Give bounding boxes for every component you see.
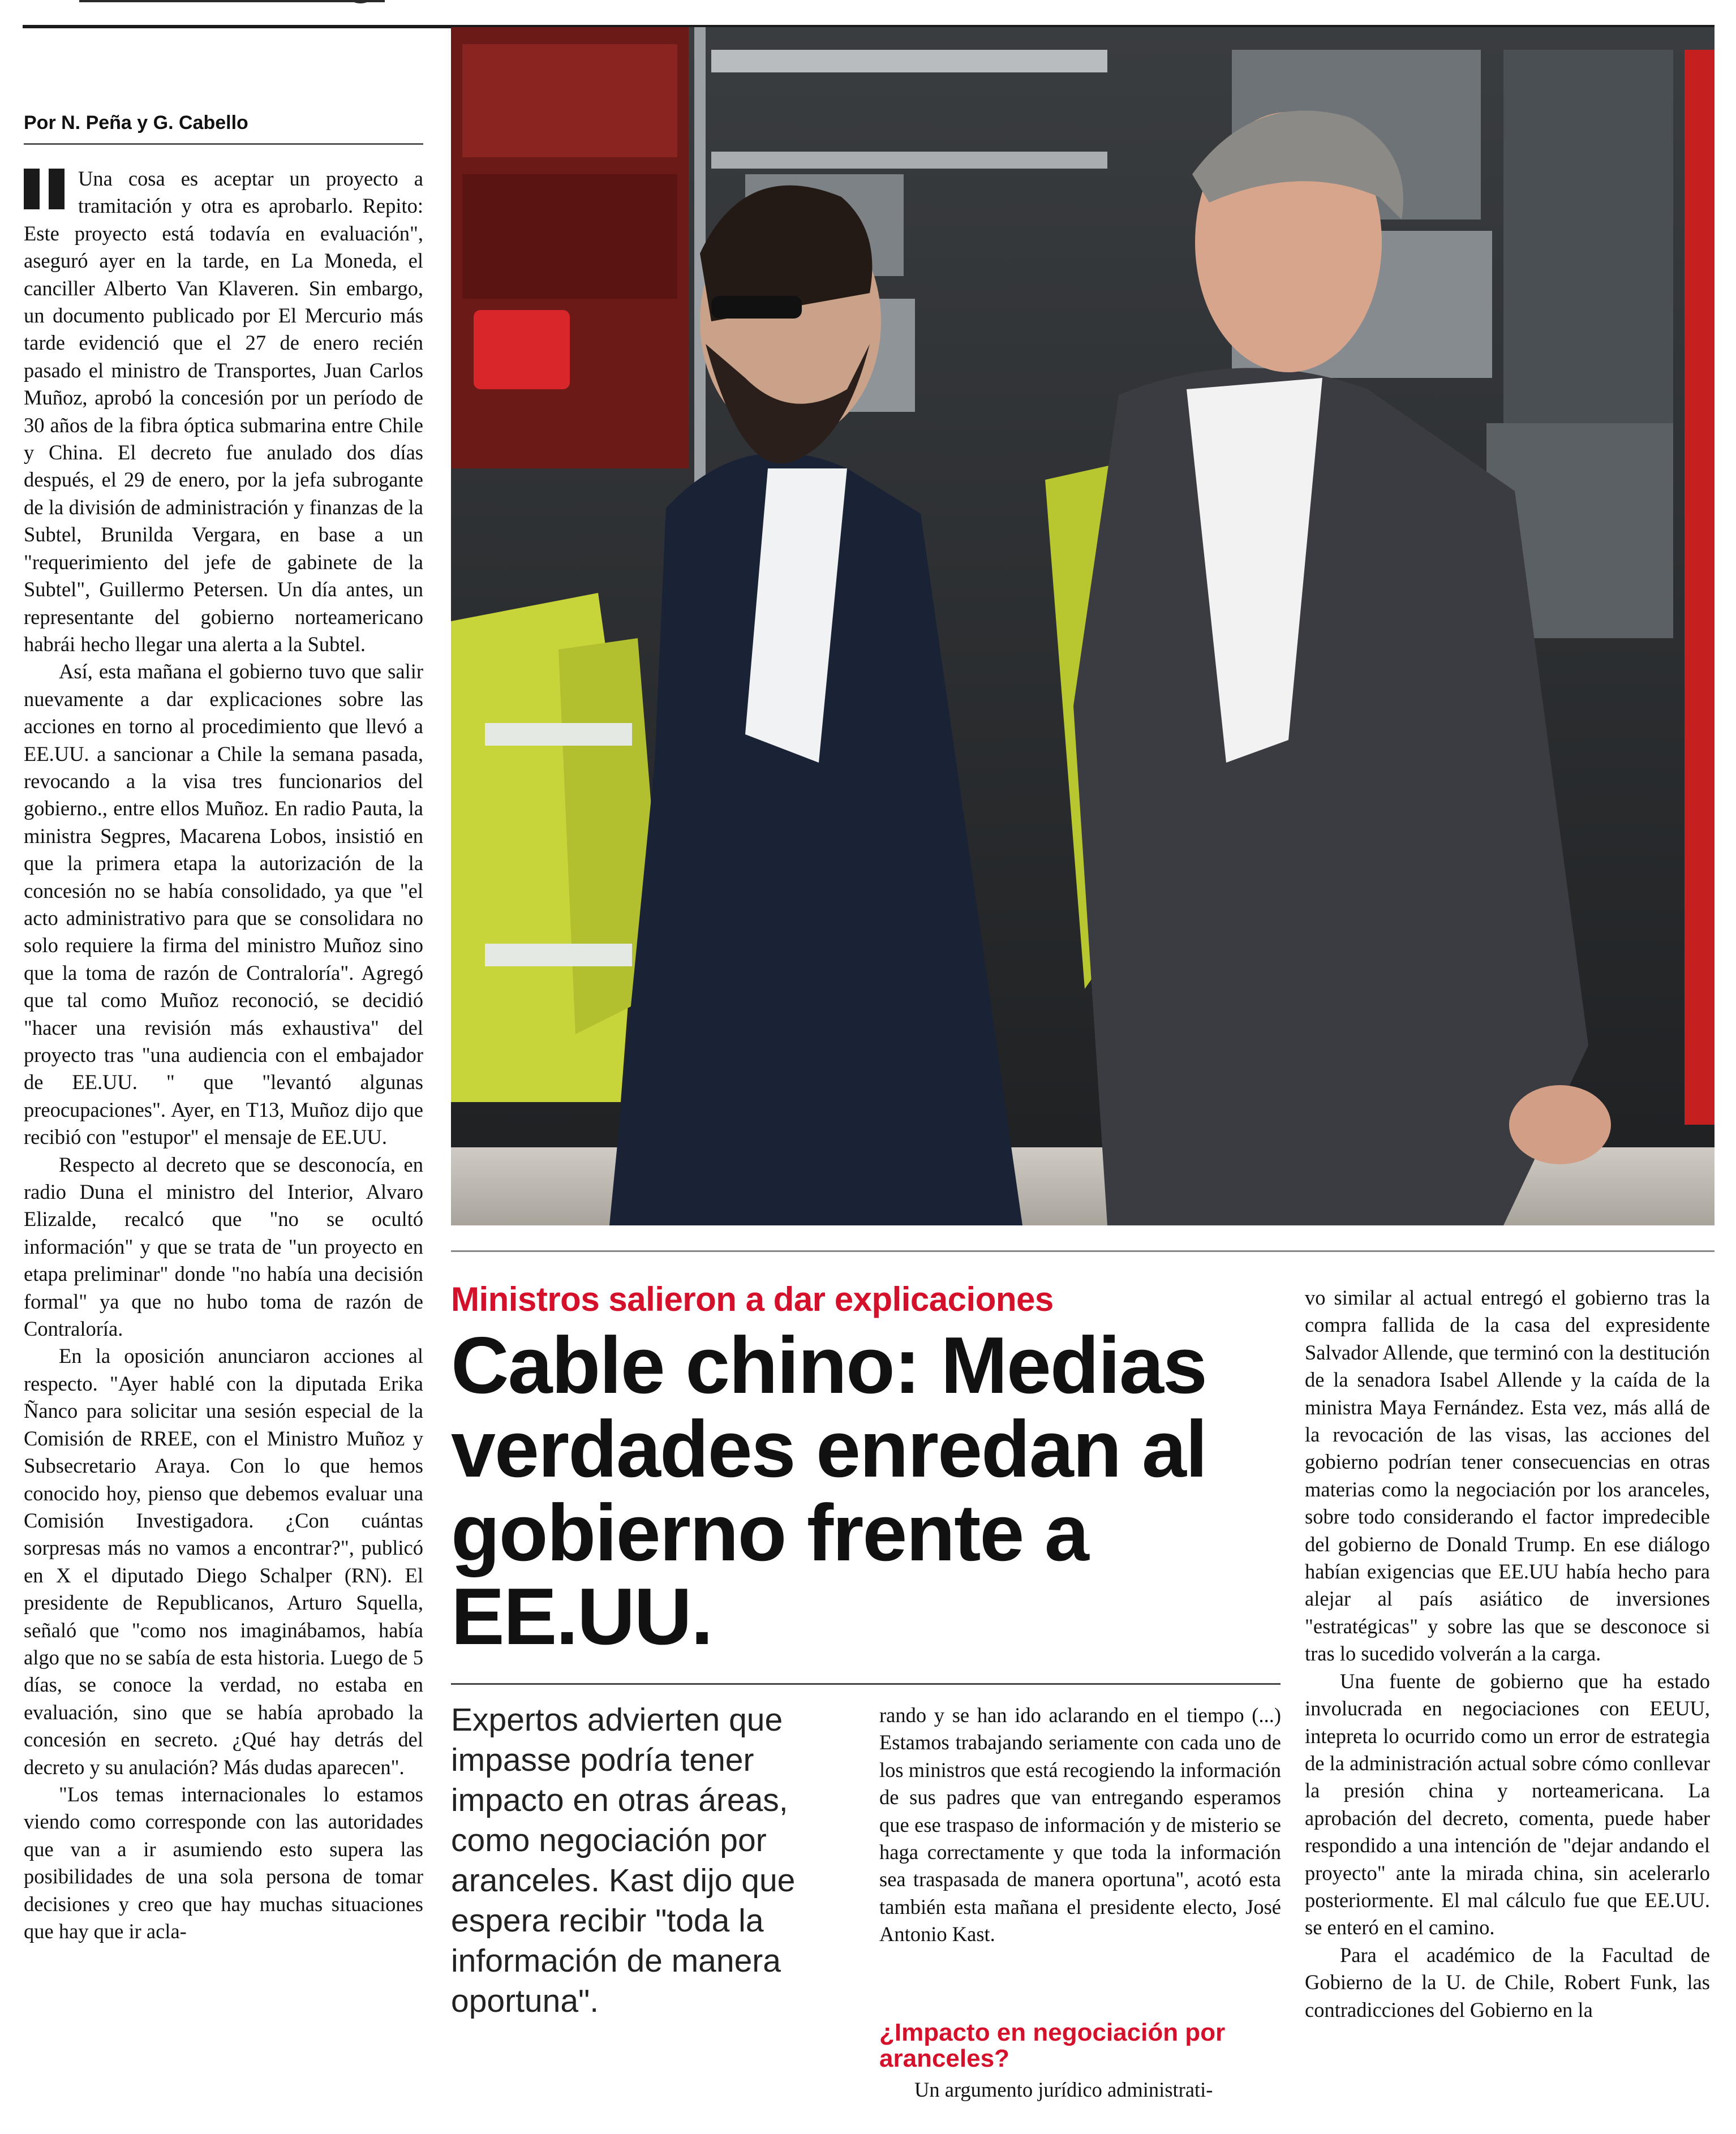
paragraph: vo similar al actual entregó el gobierno tras la compra fallida de la casa del expresidente Salvador Allende, que terminó con la destitución de la senadora Isabel Allende y la caída de la ministra Maya Fernández. Esta vez, más allá de la revocación de las visas, las acciones del gobierno podrían tener consecuencias en otras materias como la negociación por los aranceles, sobre todo considerando el factor impredecible del gobierno de Donald Trump. En ese diálogo habían exigencias que EE.UU había hecho para alejar al país asiático de inversiones "estratégicas" y sobre las que se desconoce si tras lo sucedido volverán a la carga.: [1305, 1286, 1710, 1666]
deck-summary: Expertos advierten que impasse podría tener impacto en otras áreas, como negociación por aranceles. Kast dijo que espera recibir "toda la información de manera oportuna".: [451, 1702, 796, 2019]
cut-off-title-fragment: [79, 0, 385, 2]
paragraph: Para el académico de la Facultad de Gobierno de la U. de Chile, Robert Funk, las contradicciones del Gobierno en la: [1305, 1943, 1710, 2021]
paragraph: Un argumento jurídico administrati-: [914, 2078, 1213, 2101]
article-photo: [451, 27, 1714, 1225]
body-column-2: [879, 1702, 1281, 1948]
paragraph: rando y se han ido aclarando en el tiempo (...) Estamos trabajando seriamente con cada uno de los ministros que está recogiendo la información de sus padres que van entregando esperamos que ese traspaso de información y de misterio se haga correctamente y que toda la información sea traspasada de manera oportuna", acotó esta también esta mañana el presidente electo, José Antonio Kast.: [879, 1703, 1281, 1946]
headline: Cable chino: Medias verdades enredan al gobierno frente a EE.UU.: [451, 1320, 1207, 1662]
photo-illustration: [451, 27, 1714, 1225]
paragraph: Así, esta mañana el gobierno tuvo que salir nuevamente a dar explicaciones sobre las acciones en torno al procedimiento que llevó a EE.UU. a sancionar a Chile la semana pasada, revocando a la visa tres funcionarios del gobierno., entre ellos Muñoz. En radio Pauta, la ministra Segpres, Macarena Lobos, insistió en que la primera etapa la autorización de la concesión no se había consolidado, ya que "el acto administrativo para que se consolidara no solo requiere la firma del ministro Muñoz sino que la toma de razón de Contraloría". Agregó que tal como Muñoz reconoció, se decidió "hacer una revisión más exhaustiva" del proyecto tras "una audiencia con el embajador de EE.UU. " que "levantó algunas preocupaciones". Ayer, en T13, Muñoz dijo que recibió con "estupor" el mensaje de EE.UU.: [24, 660, 423, 1149]
byline-rule: [24, 143, 423, 145]
kicker: Ministros salieron a dar explicaciones: [451, 1280, 1054, 1318]
paragraph-text: Una cosa es aceptar un proyecto a tramitación y otra es aprobarlo. Repito: Este proyecto está todavía en evaluación", aseguró ayer en la tarde, en La Moneda, el canciller Alberto Van Klaveren. Sin embargo, un documento publicado por El Mercurio más tarde evidenció que el 27 de enero recién pasado el ministro de Transportes, Juan Carlos Muñoz, aprobó la concesión por un período de 30 años de la fibra óptica submarina entre Chile y China. El decreto fue anulado dos días después, el 29 de enero, por la jefa subrogante de la división de administración y finanzas de la Subtel, Brunilda Vergara, en base a un "requerimiento del jefe de gabinete de la Subtel", Guillermo Petersen. Un día antes, un representante del gobierno norteamericano habrái hecho llegar una alerta a la Subtel.: [24, 167, 423, 656]
subhead: ¿Impacto en negociación por aranceles?: [879, 2019, 1226, 2072]
paragraph: "Los temas internacionales lo estamos viendo como corresponde con las autoridades que van a ir asumiendo esto supera las posibilidades de una sola persona de tomar decisiones y creo que hay muchas situaciones que hay que ir acla-: [24, 1782, 423, 1943]
paragraph: Respecto al decreto que se desconocía, en radio Duna el ministro del Interior, Alvaro Elizalde, recalcó que "no se ocultó información" y que se trata de "un proyecto en etapa preliminar" donde "no había una decisión formal" ya que no hubo toma de razón de Contraloría.: [24, 1152, 423, 1341]
opening-quote-icon: [24, 169, 72, 209]
previous-page-fragment: [0, 0, 1736, 27]
paragraph: En la oposición anunciaron acciones al respecto. "Ayer hablé con la diputada Erika Ñanco para solicitar una sesión especial de la Comisión de RREE, con el Ministro Muñoz y Subsecretario Araya. Con lo que hemos conocido hoy, pienso que debemos evaluar una Comisión Investigadora. ¿Con cuántas sorpresas más no vamos a encontrar?", publicó en X el diputado Diego Schalper (RN). El presidente de Republicanos, Arturo Squella, señaló que "como nos imaginábamos, había algo que no se sabía de esta historia. Luego de 5 días, se conoce la verdad, no estaba en evaluación, sino que se había aprobado la concesión en secreto. ¿Qué hay detrás del decreto y su anulación? Más dudas aparecen".: [24, 1344, 423, 1779]
byline: Por N. Peña y G. Cabello: [24, 112, 248, 134]
paragraph: [24, 165, 423, 658]
paragraph: Una fuente de gobierno que ha estado involucrada en negociaciones con EEUU, intepreta lo ocurrido como un error de estrategia de la administración actual sobre cómo conllevar la presión china y norteamericana. La aprobación del decreto, comenta, puede haber respondido a una intención de "dejar andando el proyecto" ante la mirada china, sin acelerarlo posteriormente. El mal cálculo fue que EE.UU. se enteró en el camino.: [1305, 1669, 1710, 1939]
body-column-2-continued: [879, 2076, 1281, 2103]
body-column-3: [1305, 1284, 1710, 2024]
section-separator: [451, 1250, 1714, 1252]
body-column-1: [24, 165, 423, 1945]
cut-off-title-glyph: [351, 0, 370, 3]
headline-rule: [451, 1683, 1280, 1685]
